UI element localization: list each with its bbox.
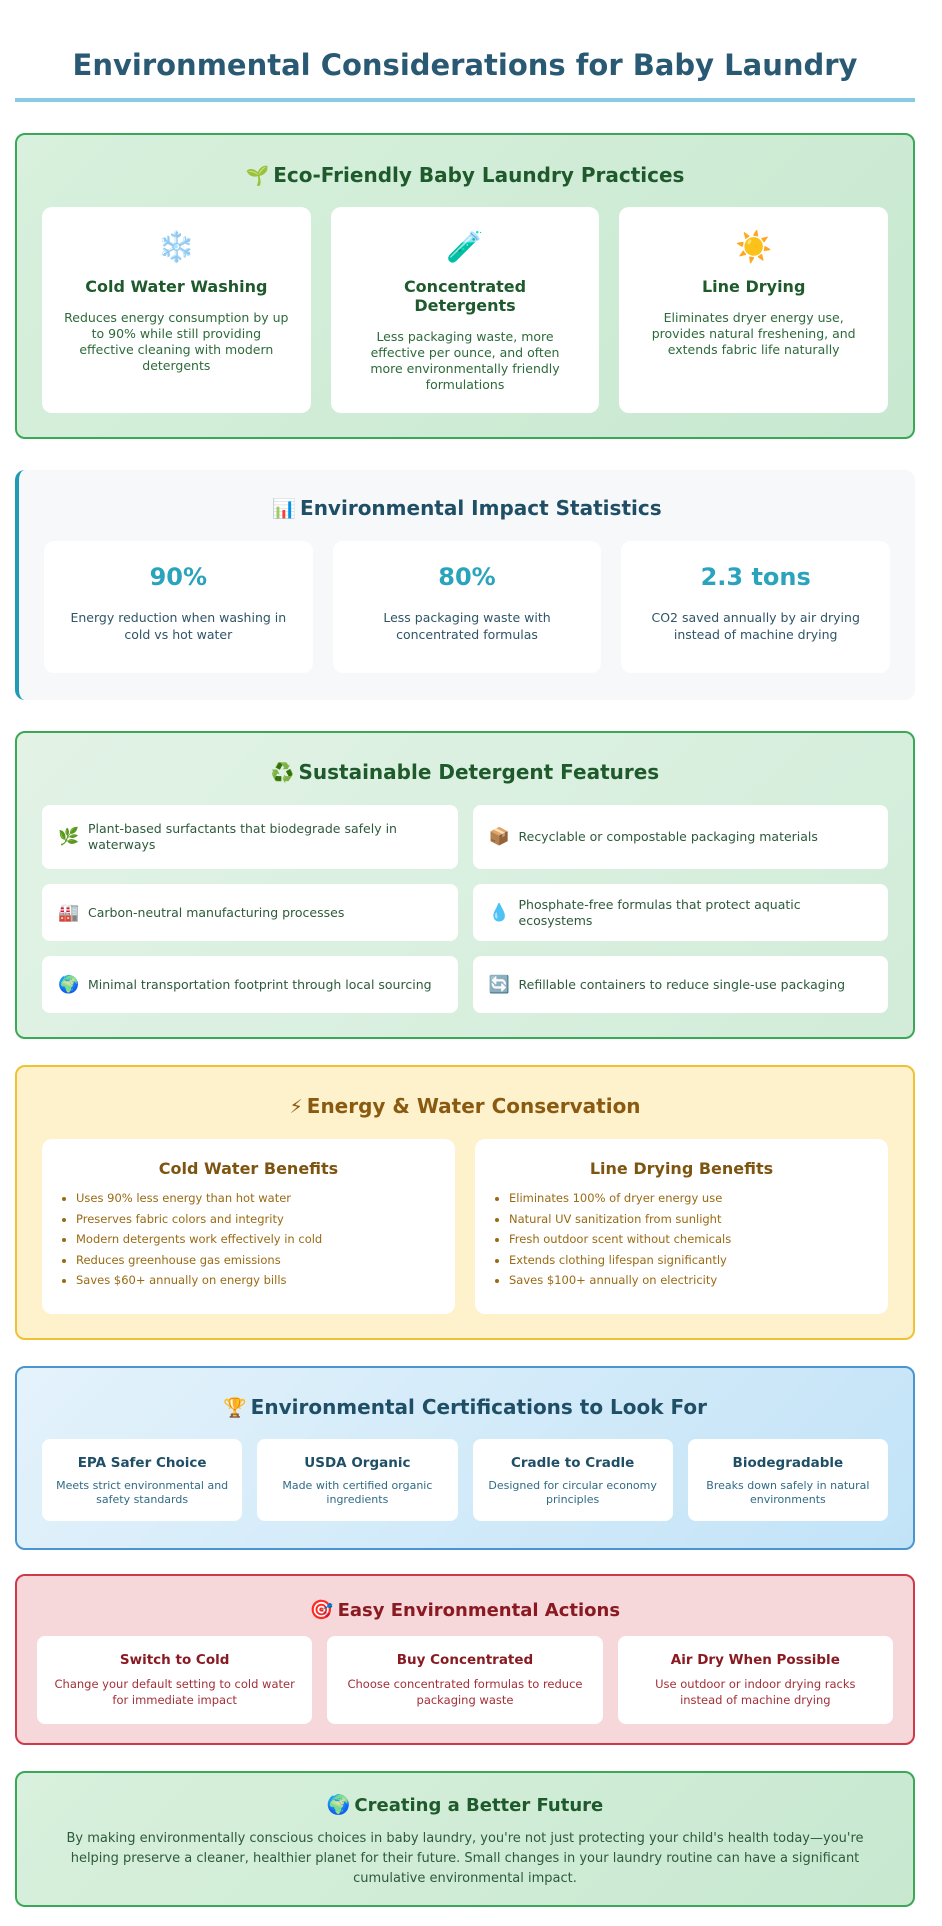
easy-actions-section: [15, 1574, 915, 1745]
future-paragraph: By making environmentally conscious choices in baby laundry, you're not just protecting your child's health today—you're helping preserve a cleaner, healthier planet for their future. Small changes in your laundry routine can have a significant cumulative environmental impact.: [66, 1831, 864, 1886]
features-heading: [17, 760, 913, 784]
eco-practices-heading: [17, 163, 913, 187]
practice-description: Eliminates dryer energy use, provides natural freshening, and extends fabric life naturally: [651, 310, 856, 357]
list-item: • Extends clothing lifespan significantly: [509, 1250, 868, 1271]
bar-chart-icon: 📊: [272, 498, 297, 520]
certification-title: Cradle to Cradle: [510, 1455, 635, 1471]
snowflake-icon: ❄️: [157, 230, 196, 265]
feature-item: [42, 884, 458, 941]
action-description: Use outdoor or indoor drying racks instead of machine drying: [655, 1677, 856, 1707]
stat-value: 2.3 tons: [700, 563, 811, 591]
target-icon: 🎯: [309, 1599, 334, 1621]
line-drying-benefits-card: [475, 1139, 888, 1314]
practice-title: Line Drying: [701, 277, 806, 296]
list-item: • Uses 90% less energy than hot water: [76, 1188, 435, 1209]
herb-icon: 🌿: [58, 827, 80, 847]
practice-card-line-drying: [619, 207, 888, 413]
globe-icon: 🌍: [58, 974, 80, 995]
list-item: • Natural UV sanitization from sunlight: [509, 1209, 868, 1230]
practice-title: Concentrated Detergents: [403, 277, 527, 315]
feature-item: [473, 884, 889, 941]
features-title: Sustainable Detergent Features: [298, 760, 660, 784]
future-heading: [17, 1793, 913, 1816]
feature-item: [42, 956, 458, 1013]
feature-text: Phosphate-free formulas that protect aquatic ecosystems: [518, 896, 801, 928]
feature-text: Recyclable or compostable packaging materials: [518, 829, 818, 844]
action-card: [618, 1636, 893, 1724]
recycle-icon: ♻️: [270, 762, 295, 784]
action-description: Change your default setting to cold water for immediate impact: [54, 1677, 295, 1707]
action-title: Buy Concentrated: [396, 1652, 534, 1668]
certification-description: Designed for circular economy principles: [488, 1479, 657, 1506]
benefits-title: Line Drying Benefits: [589, 1159, 774, 1178]
certifications-title: Environmental Certifications to Look For: [250, 1395, 707, 1419]
certification-description: Made with certified organic ingredients: [282, 1479, 433, 1506]
feature-item: [473, 805, 889, 869]
list-item: • Saves $60+ annually on energy bills: [76, 1270, 435, 1291]
practice-title: Cold Water Washing: [85, 277, 268, 296]
practice-description: Less packaging waste, more effective per ounce, and often more environmentally friendly formulations: [370, 329, 560, 392]
test-tube-icon: 🧪: [446, 230, 484, 265]
page-title: Environmental Considerations for Baby Laundry: [72, 48, 858, 82]
energy-title: Energy & Water Conservation: [306, 1094, 641, 1118]
certifications-section: [15, 1366, 915, 1550]
certification-card: [42, 1439, 242, 1521]
certification-title: USDA Organic: [304, 1455, 411, 1471]
globe-icon: 🌍: [326, 1794, 351, 1816]
practice-card-cold-water: [42, 207, 311, 413]
statistics-heading: [19, 496, 915, 520]
feature-item: [473, 956, 889, 1013]
action-card: [37, 1636, 312, 1724]
benefits-list: [495, 1188, 868, 1291]
eco-practices-title: Eco-Friendly Baby Laundry Practices: [273, 163, 685, 187]
energy-conservation-section: [15, 1065, 915, 1340]
certification-description: Breaks down safely in natural environments: [706, 1479, 870, 1506]
list-item: • Modern detergents work effectively in cold: [76, 1229, 435, 1250]
list-item: • Eliminates 100% of dryer energy use: [509, 1188, 868, 1209]
detergent-features-section: [15, 731, 915, 1039]
stat-description: CO2 saved annually by air drying instead of machine drying: [651, 610, 860, 642]
list-item: • Reduces greenhouse gas emissions: [76, 1250, 435, 1271]
feature-text: Refillable containers to reduce single-use packaging: [518, 976, 846, 992]
feature-text: Carbon-neutral manufacturing processes: [88, 904, 345, 920]
practice-card-concentrated: [331, 207, 600, 413]
stat-value: 90%: [149, 563, 208, 591]
package-icon: 📦: [488, 827, 510, 847]
stat-description: Energy reduction when washing in cold vs hot water: [70, 610, 287, 642]
certification-card: [473, 1439, 673, 1521]
refresh-icon: 🔄: [488, 974, 510, 995]
action-title: Switch to Cold: [119, 1652, 230, 1668]
title-divider: [15, 98, 915, 102]
stat-card: [333, 541, 602, 673]
stat-card: [621, 541, 890, 673]
seedling-icon: 🌱: [245, 165, 270, 187]
actions-title: Easy Environmental Actions: [337, 1600, 621, 1621]
action-description: Choose concentrated formulas to reduce packaging waste: [347, 1677, 583, 1707]
stat-value: 80%: [438, 563, 496, 591]
practice-description: Reduces energy consumption by up to 90% while still providing effective cleaning with modern detergents: [64, 310, 289, 373]
trophy-icon: 🏆: [223, 1397, 247, 1419]
certification-description: Meets strict environmental and safety standards: [56, 1479, 229, 1506]
action-title: Air Dry When Possible: [670, 1652, 840, 1668]
droplet-icon: 💧: [488, 902, 510, 923]
feature-text: Plant-based surfactants that biodegrade safely in waterways: [88, 821, 397, 852]
cold-water-benefits-card: [42, 1139, 455, 1314]
statistics-title: Environmental Impact Statistics: [300, 496, 662, 520]
certification-title: EPA Safer Choice: [77, 1455, 207, 1471]
certification-card: [257, 1439, 457, 1521]
stat-description: Less packaging waste with concentrated formulas: [383, 610, 551, 642]
certifications-heading: [17, 1395, 913, 1419]
energy-heading: [17, 1094, 913, 1118]
impact-statistics-section: [15, 470, 915, 700]
feature-text: Minimal transportation footprint through local sourcing: [88, 976, 432, 992]
stat-card: [44, 541, 313, 673]
benefits-list: [62, 1188, 435, 1291]
benefits-title: Cold Water Benefits: [158, 1159, 339, 1178]
list-item: • Preserves fabric colors and integrity: [76, 1209, 435, 1230]
list-item: • Saves $100+ annually on electricity: [509, 1270, 868, 1291]
lightning-icon: ⚡: [289, 1096, 303, 1118]
eco-practices-section: [15, 133, 915, 439]
actions-heading: [17, 1598, 913, 1621]
better-future-section: [15, 1771, 915, 1907]
feature-item: [42, 805, 458, 869]
list-item: • Fresh outdoor scent without chemicals: [509, 1229, 868, 1250]
factory-icon: 🏭: [58, 902, 80, 923]
sun-icon: ☀️: [735, 230, 773, 265]
future-title: Creating a Better Future: [354, 1795, 604, 1816]
action-card: [327, 1636, 602, 1724]
certification-card: [688, 1439, 888, 1521]
certification-title: Biodegradable: [732, 1455, 844, 1471]
